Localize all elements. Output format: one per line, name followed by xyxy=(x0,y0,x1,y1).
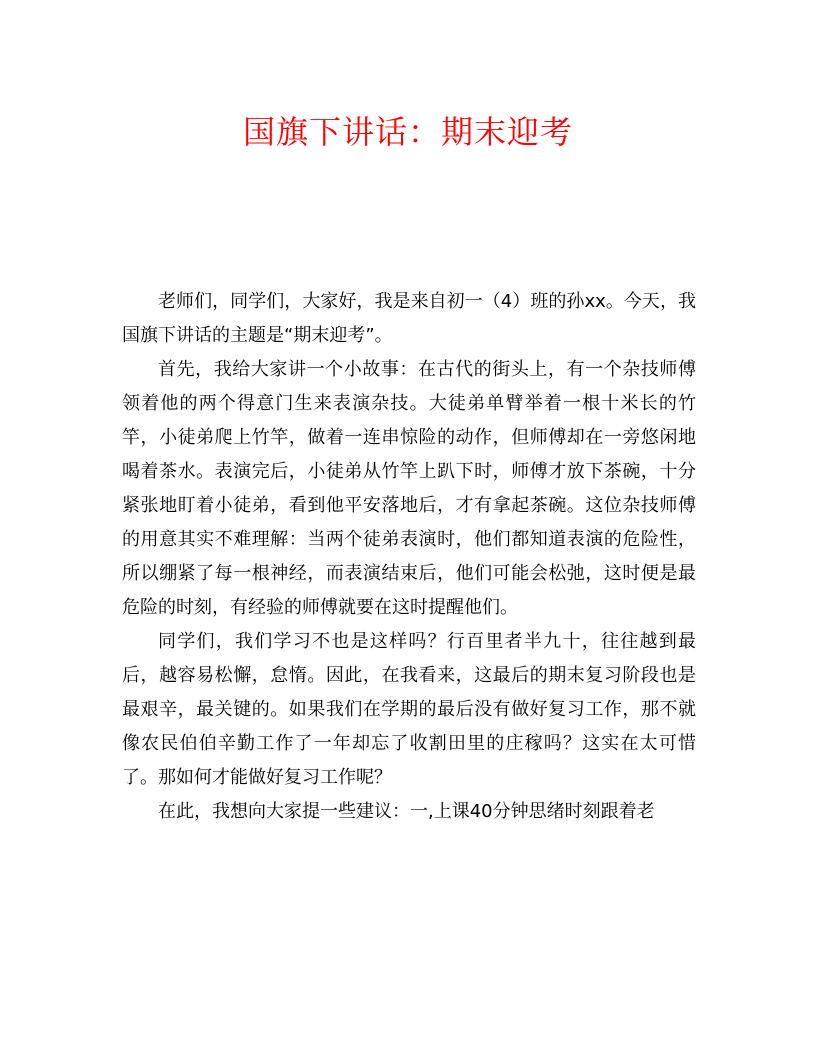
paragraph-reflection: 同学们，我们学习不也是这样吗？行百里者半九十，往往越到最后，越容易松懈，怠惰。因此，在我看来，这最后的期末复习阶段也是最艰辛，最关键的。如果我们在学期的最后没有做好复习工作，那不就像农民伯伯辛勤工作了一年却忘了收割田里的庄稼吗？这实在太可惜了。那如何才能做好复习工作呢？ xyxy=(122,631,696,788)
paragraph-story: 首先，我给大家讲一个小故事：在古代的街头上，有一个杂技师傅领着他的两个得意门生来表演杂技。大徒弟单臂举着一根十米长的竹竿，小徒弟爬上竹竿，做着一连串惊险的动作，但师傅却在一旁悠闲地喝着茶水。表演完后，小徒弟从竹竿上趴下时，师傅才放下茶碗，十分紧张地盯着小徒弟，看到他平安落地后，才有拿起茶碗。这位杂技师傅的用意其实不难理解：当两个徒弟表演时，他们都知道表演的危险性，所以绷紧了每一根神经，而表演结束后，他们可能会松弛，这时便是最危险的时刻，有经验的师傅就要在这时提醒他们。 xyxy=(122,359,696,618)
paragraph-suggestions: 在此，我想向大家提一些建议：一,上课40分钟思绪时刻跟着老 xyxy=(158,801,655,822)
document-body xyxy=(122,285,696,829)
document-title: 国旗下讲话：期末迎考 xyxy=(242,113,573,151)
paragraph-greeting: 老师们，同学们，大家好，我是来自初一（4）班的孙xx。今天，我国旗下讲话的主题是“期末迎考”。 xyxy=(122,291,696,346)
